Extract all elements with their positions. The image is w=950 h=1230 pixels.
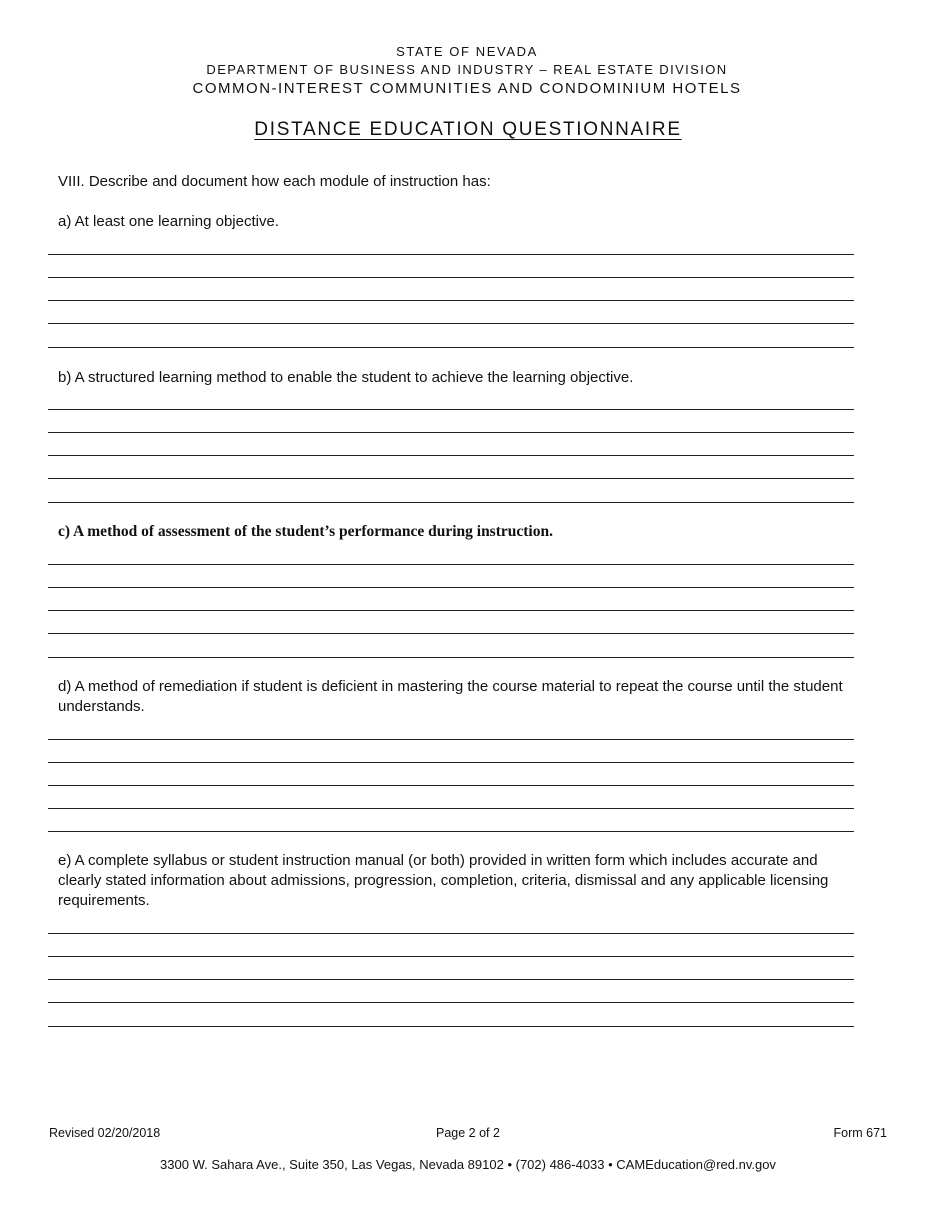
page-number: Page 2 of 2 [436, 1126, 500, 1140]
answer-line-e5[interactable] [48, 1026, 854, 1027]
answer-line-a3[interactable] [48, 300, 854, 301]
section-intro: VIII. Describe and document how each module of instruction has: [58, 173, 491, 190]
answer-line-e1[interactable] [48, 933, 854, 934]
answer-line-a1[interactable] [48, 254, 854, 255]
answer-line-c4[interactable] [48, 633, 854, 634]
program-heading: COMMON-INTEREST COMMUNITIES AND CONDOMINIUM HOTELS [192, 80, 742, 97]
answer-line-a4[interactable] [48, 323, 854, 324]
answer-line-c3[interactable] [48, 610, 854, 611]
question-e: e) A complete syllabus or student instruction manual (or both) provided in written form which includes accurate and clearly stated information about admissions, progression, completion, criteria, dismissal and any applicable licensing requirements. [58, 852, 829, 909]
answer-line-b2[interactable] [48, 432, 854, 433]
answer-line-d2[interactable] [48, 762, 854, 763]
answer-line-c5[interactable] [48, 657, 854, 658]
answer-line-c1[interactable] [48, 564, 854, 565]
question-c: c) A method of assessment of the student’s performance during instruction. [58, 523, 553, 540]
form-title-wrapper [0, 119, 936, 141]
answer-line-b1[interactable] [48, 409, 854, 410]
answer-line-b3[interactable] [48, 455, 854, 456]
answer-line-b4[interactable] [48, 478, 854, 479]
answer-line-b5[interactable] [48, 502, 854, 503]
question-a: a) At least one learning objective. [58, 213, 279, 230]
answer-line-a2[interactable] [48, 277, 854, 278]
question-d: d) A method of remediation if student is deficient in mastering the course material to repeat the course until the student understands. [58, 678, 843, 715]
answer-line-d1[interactable] [48, 739, 854, 740]
revision-date: Revised 02/20/2018 [49, 1126, 161, 1140]
department-heading: DEPARTMENT OF BUSINESS AND INDUSTRY – REAL ESTATE DIVISION [206, 62, 728, 77]
answer-line-e2[interactable] [48, 956, 854, 957]
answer-line-d4[interactable] [48, 808, 854, 809]
question-b: b) A structured learning method to enable the student to achieve the learning objective. [58, 369, 634, 386]
form-title: DISTANCE EDUCATION QUESTIONNAIRE [254, 119, 682, 140]
division-address: 3300 W. Sahara Ave., Suite 350, Las Vegas, Nevada 89102 • (702) 486-4033 • CAMEducation@red.nv.gov [160, 1157, 776, 1172]
answer-line-a5[interactable] [48, 347, 854, 348]
answer-line-e3[interactable] [48, 979, 854, 980]
answer-line-c2[interactable] [48, 587, 854, 588]
state-heading: STATE OF NEVADA [396, 44, 538, 59]
answer-line-d5[interactable] [48, 831, 854, 832]
answer-line-e4[interactable] [48, 1002, 854, 1003]
answer-line-d3[interactable] [48, 785, 854, 786]
form-number: Form 671 [833, 1126, 887, 1140]
